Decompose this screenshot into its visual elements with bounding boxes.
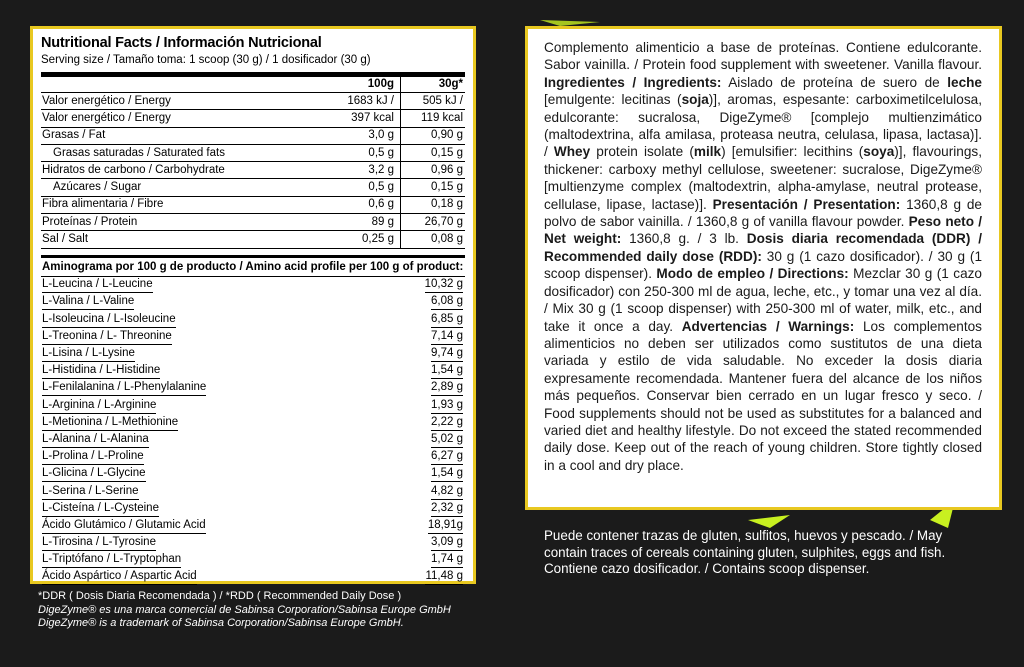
description-text: Mezclar 30 g (1 cazo dosificador) con 250-300 ml de agua, leche, etc., y tomar una vez al día. / Mix 30 g (1 scoop dispenser) with 250-300 ml of water, milk, etc., and take it once a day. xyxy=(544,266,982,334)
description-text: Los complementos alimenticios no deben ser utilizados como sustitutos de una dieta variada y estilo de vida saludable. No exceder la dosis diaria expresamente recomendada. Mantener fuera del alcance de los niños más pequeños. Conservar bien cerrado en un lugar fresco y seco. / Food supplements should not be used as substitutes for a balanced and varied diet and healthy lifestyle. Do not exceed the stated recommended daily dose. Keep out of the reach of young children. Store tightly closed in a cool and dry place. xyxy=(544,318,982,473)
amino-value: 1,93 g xyxy=(431,398,463,414)
nutrient-value-30g: 0,96 g xyxy=(401,162,466,179)
amino-row xyxy=(41,363,465,380)
nutrient-value-100g: 3,0 g xyxy=(332,127,401,144)
nutrient-value-100g: 89 g xyxy=(332,214,401,231)
description-text: )], aromas, espesante: carboximetilcelulosa, edulcorante: sucralosa, DigeZyme® [complejo multienzimático (maltodextrina, alfa amilasa, proteasa neutra, celulasa, lipasa, lactasa)]. / xyxy=(544,92,982,160)
nutrient-name: Sal / Salt xyxy=(41,231,332,248)
amino-name: L-Alanina / L-Alanina xyxy=(42,432,149,448)
amino-name: Ácido Aspártico / Aspartic Acid xyxy=(42,569,197,585)
amino-value: 2,22 g xyxy=(431,415,463,431)
nutrition-title: Nutritional Facts / Información Nutricional xyxy=(41,35,322,51)
nutrient-value-30g: 505 kJ / xyxy=(401,93,466,110)
amino-value: 10,32 g xyxy=(425,277,463,293)
nutrition-row xyxy=(41,162,465,179)
amino-value: 4,82 g xyxy=(431,484,463,500)
trademark-en: DigeZyme® is a trademark of Sabinsa Corporation/Sabinsa Europe GmbH. xyxy=(38,617,404,629)
amino-row xyxy=(41,500,465,517)
amino-name: L-Treonina / L- Threonine xyxy=(42,329,172,345)
description-text: [emulgente: lecitinas ( xyxy=(544,92,682,108)
nutrition-row xyxy=(41,179,465,196)
amino-name: L-Histidina / L-Histidine xyxy=(42,363,160,379)
description-heading: soya xyxy=(863,144,895,160)
nutrient-value-30g: 0,90 g xyxy=(401,127,466,144)
amino-name: L-Cisteína / L-Cysteine xyxy=(42,501,159,517)
nutrition-row xyxy=(41,214,465,231)
allergen-trace-text: Puede contener trazas de gluten, sulfitos, huevos y pescado. / May contain traces of cereals containing gluten, sulphites, eggs and fish. xyxy=(544,528,946,560)
amino-name: L-Metionina / L-Methionine xyxy=(42,415,178,431)
description-heading: Modo de empleo / Directions: xyxy=(656,266,849,282)
amino-row xyxy=(41,328,465,345)
nutrient-value-30g: 119 kcal xyxy=(401,110,466,127)
nutrient-name: Proteínas / Protein xyxy=(41,214,332,231)
nutrient-value-30g: 0,15 g xyxy=(401,144,466,161)
amino-name: L-Prolina / L-Proline xyxy=(42,449,144,465)
amino-row xyxy=(41,397,465,414)
amino-name: L-Valina / L-Valine xyxy=(42,294,134,310)
product-description-panel xyxy=(525,26,1002,510)
nutrient-value-100g: 3,2 g xyxy=(332,162,401,179)
nutrition-header-row xyxy=(41,77,465,93)
amino-row xyxy=(41,552,465,569)
nutrition-row xyxy=(41,144,465,161)
amino-row xyxy=(41,449,465,466)
amino-value: 1,54 g xyxy=(431,363,463,379)
amino-value: 18,91g xyxy=(428,518,463,534)
amino-name: Ácido Glutámico / Glutamic Acid xyxy=(42,518,206,534)
description-heading: leche xyxy=(947,74,982,90)
description-text: Complemento alimenticio a base de proteínas. Contiene edulcorante. Sabor vainilla. / Protein food supplement with sweetener. Vanilla flavour. xyxy=(544,40,982,73)
amino-value: 3,09 g xyxy=(431,535,463,551)
col-100g-header: 100g xyxy=(332,77,401,93)
amino-row xyxy=(41,277,465,294)
amino-row xyxy=(41,380,465,397)
serving-size: Serving size / Tamaño toma: 1 scoop (30 g) / 1 dosificador (30 g) xyxy=(41,54,371,66)
amino-row xyxy=(41,294,465,311)
amino-name: L-Tirosina / L-Tyrosine xyxy=(42,535,156,551)
nutrition-facts-panel xyxy=(30,26,476,584)
amino-name: L-Isoleucina / L-Isoleucine xyxy=(42,312,176,328)
amino-value: 2,32 g xyxy=(431,501,463,517)
amino-table xyxy=(41,277,465,586)
amino-value: 9,74 g xyxy=(431,346,463,362)
col-30g-header: 30g* xyxy=(401,77,466,93)
amino-name: L-Fenilalanina / L-Phenylalanine xyxy=(42,380,206,396)
amino-row xyxy=(41,569,465,586)
nutrient-name: Grasas / Fat xyxy=(41,127,332,144)
description-text: )], flavourings, thickener: carboxy methyl cellulose, sweetener: sucralose, DigeZyme® [multienzyme complex (maltodextrin, alpha-amylase, neutral protease, cellulase, lipase, lactase)]. xyxy=(544,144,982,212)
amino-row xyxy=(41,483,465,500)
nutrient-value-100g: 397 kcal xyxy=(332,110,401,127)
description-text: 30 g (1 cazo dosificador). / 30 g (1 scoop dispenser). xyxy=(544,248,983,282)
footnotes xyxy=(38,590,478,631)
nutrient-value-30g: 26,70 g xyxy=(401,214,466,231)
amino-row xyxy=(41,534,465,551)
nutrient-name: Azúcares / Sugar xyxy=(41,179,332,196)
description-text: protein isolate ( xyxy=(590,144,694,160)
description-text: Aislado de proteína de suero de xyxy=(721,74,948,90)
description-heading: milk xyxy=(693,144,722,160)
nutrient-value-100g: 0,5 g xyxy=(332,144,401,161)
nutrition-row xyxy=(41,196,465,213)
nutrient-value-30g: 0,15 g xyxy=(401,179,466,196)
nutrition-table xyxy=(41,77,465,249)
description-text: ) [emulsifier: lecithins ( xyxy=(721,144,864,160)
nutrition-row xyxy=(41,93,465,110)
nutrition-row xyxy=(41,231,465,248)
amino-value: 6,85 g xyxy=(431,312,463,328)
amino-value: 1,74 g xyxy=(431,552,463,568)
amino-name: L-Arginina / L-Arginine xyxy=(42,398,156,414)
amino-row xyxy=(41,414,465,431)
amino-name: L-Triptófano / L-Tryptophan xyxy=(42,552,181,568)
amino-row xyxy=(41,466,465,483)
nutrition-row xyxy=(41,127,465,144)
description-heading: Whey xyxy=(553,144,591,160)
description-text: 1360,8 g. / 3 lb. xyxy=(621,231,747,247)
nutrient-value-30g: 0,18 g xyxy=(401,196,466,213)
amino-name: L-Glicina / L-Glycine xyxy=(42,466,146,482)
amino-profile-title: Aminograma por 100 g de producto / Amino acid profile per 100 g of product: xyxy=(41,255,465,277)
amino-value: 6,27 g xyxy=(431,449,463,465)
amino-value: 2,89 g xyxy=(431,380,463,396)
nutrient-value-100g: 0,6 g xyxy=(332,196,401,213)
nutrient-name: Valor energético / Energy xyxy=(41,110,332,127)
nutrient-name: Hidratos de carbono / Carbohydrate xyxy=(41,162,332,179)
nutrient-value-100g: 0,25 g xyxy=(332,231,401,248)
description-heading: Advertencias / Warnings: xyxy=(681,318,855,334)
allergen-info xyxy=(544,528,984,578)
product-description xyxy=(544,39,982,474)
description-heading: Ingredientes / Ingredients: xyxy=(544,74,722,90)
nutrient-name: Fibra alimentaria / Fibre xyxy=(41,196,332,213)
amino-row xyxy=(41,345,465,362)
amino-value: 5,02 g xyxy=(431,432,463,448)
amino-row xyxy=(41,431,465,448)
nutrition-row xyxy=(41,110,465,127)
amino-name: L-Serina / L-Serine xyxy=(42,484,139,500)
trademark-es: DigeZyme® es una marca comercial de Sabinsa Corporation/Sabinsa Europe GmbH xyxy=(38,603,451,616)
nutrient-name: Valor energético / Energy xyxy=(41,93,332,110)
nutrient-value-100g: 0,5 g xyxy=(332,179,401,196)
amino-row xyxy=(41,311,465,328)
description-text: 1360,8 g de polvo de sabor vainilla. / 1360,8 g of vanilla flavour powder. xyxy=(544,196,982,230)
amino-value: 7,14 g xyxy=(431,329,463,345)
amino-value: 11,48 g xyxy=(425,569,463,585)
ddr-footnote: *DDR ( Dosis Diaria Recomendada ) / *RDD ( Recommended Daily Dose ) xyxy=(38,590,402,602)
amino-value: 1,54 g xyxy=(431,466,463,482)
nutrient-name: Grasas saturadas / Saturated fats xyxy=(41,144,332,161)
amino-row xyxy=(41,517,465,534)
description-heading: Presentación / Presentation: xyxy=(712,196,901,212)
description-heading: Dosis diaria recomendada (DDR) / Recommended daily dose (RDD): xyxy=(544,231,982,264)
scoop-text: Contiene cazo dosificador. / Contains scoop dispenser. xyxy=(544,561,870,576)
nutrient-value-100g: 1683 kJ / xyxy=(332,93,401,110)
description-heading: soja xyxy=(681,92,709,108)
amino-value: 6,08 g xyxy=(431,294,463,310)
amino-name: L-Leucina / L-Leucine xyxy=(42,277,153,293)
nutrient-value-30g: 0,08 g xyxy=(401,231,466,248)
description-heading: Peso neto / Net weight: xyxy=(544,214,983,247)
amino-name: L-Lisina / L-Lysine xyxy=(42,346,135,362)
